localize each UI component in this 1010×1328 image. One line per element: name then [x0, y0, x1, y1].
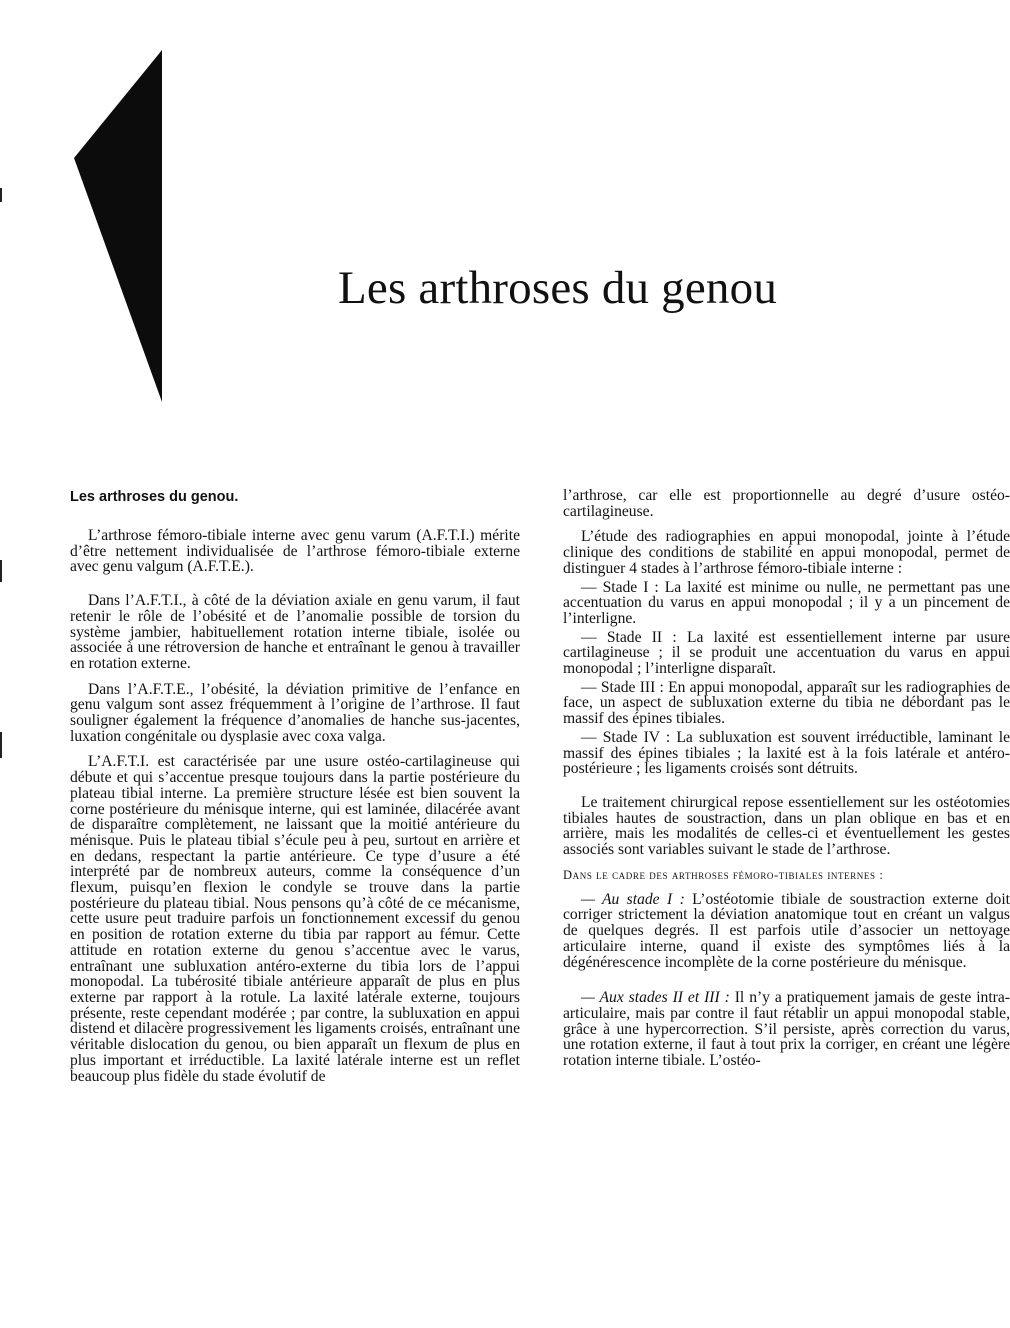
- scan-edge-mark: [0, 732, 2, 758]
- stage-item: — Stade IV : La subluxation est souvent irréductible, laminant le massif des épines tibiales ; la laxité est à la fois latérale et antéro-postérieure ; les ligaments croisés sont détruits.: [563, 728, 1010, 778]
- right-column: [563, 488, 1010, 1069]
- section-heading: Les arthroses du genou.: [70, 489, 239, 505]
- paragraph-stage-1: [563, 892, 1010, 971]
- paragraph: L’étude des radiographies en appui monopodal, jointe à l’étude clinique des conditions de stabilité en appui monopodal, permet de distinguer 4 stades à l’arthrose fémoro-tibiale interne :: [563, 528, 1010, 577]
- stage-text: Il n’y a pratiquement jamais de geste intra-articulaire, mais par contre il faut rétablir un appui monopodal stable, grâce à une hypercorrection. S’il persiste, après correction du varus, une rotation externe, il faut à tout prix la corriger, en créant une légère rotation interne tibiale. L’ostéo-: [563, 989, 1010, 1070]
- stage-item: — Stade II : La laxité est essentiellement interne par usure cartilagineuse ; il se produit une accentuation du varus en appui monopodal ; l’interligne disparaît.: [563, 628, 1010, 678]
- page-title: Les arthroses du genou: [338, 262, 778, 314]
- stage-label: — Au stade I :: [581, 890, 685, 908]
- paragraph: L’arthrose fémoro-tibiale interne avec genu varum (A.F.T.I.) mérite d’être nettement individualisée de l’arthrose fémoro-tibiale externe avec genu valgum (A.F.T.E.).: [70, 527, 520, 576]
- left-column: [70, 488, 520, 1084]
- scan-edge-mark: [0, 188, 2, 202]
- scan-edge-mark: [0, 560, 2, 582]
- section-heading: Dans le cadre des arthroses fémoro-tibiales internes :: [563, 867, 884, 882]
- stage-item: — Stade III : En appui monopodal, apparaît sur les radiographies de face, un aspect de subluxation externe du tibia ne débordant pas le massif des épines tibiales.: [563, 678, 1010, 728]
- stage-text: L’ostéotomie tibiale de soustraction externe doit corriger strictement la déviation anatomique tout en créant un valgus de quelques degrés. Il est parfois utile d’associer un nettoyage articulaire interne, quand il existe des symptômes liés à la dégénérescence incomplète de la corne postérieure du ménisque.: [563, 890, 1010, 971]
- stage-label: — Aux stades II et III :: [581, 989, 730, 1007]
- paragraph: L’A.F.T.I. est caractérisée par une usure ostéo-cartilagineuse qui débute et qui s’accentue presque toujours dans la partie postérieure du plateau tibial interne. La première structure lésée est bien souvent la corne postérieure du ménisque interne, qui est laminée, dilacérée avant de disparaître complètement, ne laissant que la moitié antérieure du ménisque. Puis le plateau tibial s’écule peu à peu, surtout en arrière et en dedans, respectant la partie antérieure. Ce type d’usure a été interprété par de nombreux auteurs, comme la conséquence d’un flexum, puisqu’en flexion le condyle se trouve dans la partie postérieure du plateau tibial. Nous pensons qu’à côté de ce mécanisme, cette usure peut traduire parfois un fonctionnement excessif du genou en position de rotation externe du tibia par rapport au fémur. Cette attitude en rotation externe du genou s’accentue avec le varus, entraînant une subluxation antéro-externe du tibia lors de l’appui monopodal. La tubérosité tibiale antérieure apparaît de plus en plus externe par rapport à la rotule. La laxité latérale externe, toujours présente, reste cependant modérée ; par contre, la subluxation en appui distend et dilacère progressivement les ligaments croisés, entraînant une véritable dislocation du genou, ou bien apparaît un flexum de plus en plus important et irréductible. La laxité latérale interne est un reflet beaucoup plus fidèle du stade évolutif de: [70, 753, 520, 1085]
- stage-item: — Stade I : La laxité est minime ou nulle, ne permettant pas une accentuation du varus en appui monopodal ; il y a un pincement de l’interligne.: [563, 578, 1010, 627]
- paragraph-stages-2-3: [563, 990, 1010, 1069]
- paragraph: Dans l’A.F.T.I., à côté de la déviation axiale en genu varum, il faut retenir le rôle de l’obésité et de l’anomalie possible de torsion du système jambier, habituellement rotation interne tibiale, isolée ou associée à une rétroversion de hanche et entraînant le genou à travailler en rotation externe.: [70, 592, 520, 672]
- decorative-wedge: [72, 50, 172, 410]
- paragraph: Dans l’A.F.T.E., l’obésité, la déviation primitive de l’enfance en genu valgum sont assez fréquemment à l’origine de l’arthrose. Il faut souligner également la fréquence d’anomalies de hanche sus-jacentes, luxation congénitale ou dysplasie avec coxa valga.: [70, 680, 520, 745]
- paragraph: Le traitement chirurgical repose essentiellement sur les ostéotomies tibiales hautes de soustraction, dans un plan oblique en bas et en arrière, mais les modalités de celles-ci et éventuellement les gestes associés sont variables suivant le stade de l’arthrose.: [563, 793, 1010, 859]
- paragraph-continuation: l’arthrose, car elle est proportionnelle au degré d’usure ostéo-cartilagineuse.: [563, 487, 1010, 520]
